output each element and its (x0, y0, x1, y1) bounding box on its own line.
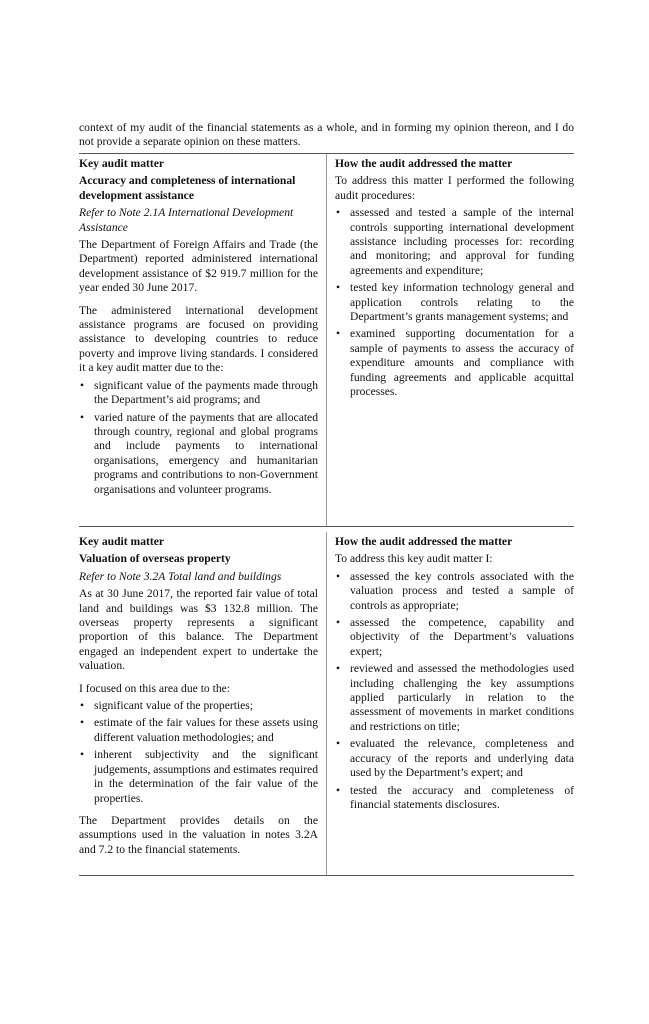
matter-bullet-list (79, 699, 318, 806)
list-item: • significant value of the payments made through the Department’s aid programs; and (79, 379, 318, 408)
key-audit-matter-column (79, 154, 327, 526)
matter-title: Valuation of overseas property (79, 552, 231, 566)
key-audit-matter-column (79, 532, 327, 875)
audit-response-column (327, 154, 574, 526)
procedure-bullet-list (335, 206, 574, 399)
intro-paragraph: context of my audit of the financial statements as a whole, and in forming my opinion thereon, and I do not provide a separate opinion on these matters. (79, 121, 574, 149)
key-audit-matter-table-2 (79, 532, 574, 876)
list-item: • assessed the competence, capability and objectivity of the Department’s valuations expert; (335, 616, 574, 659)
key-audit-matter-table-1 (79, 153, 574, 527)
procedure-bullet-list (335, 570, 574, 813)
matter-paragraph: The administered international development assistance programs are focused on providing assistance to developing countries to reduce poverty and improve living standards. I considered it a key audit matter due to the: (79, 303, 318, 375)
list-item: • significant value of the properties; (79, 699, 318, 713)
list-item: • varied nature of the payments that are allocated through country, regional and global programs and include payments to international organisations, emergency and humanitarian programs and contributions to non-Government organisations and volunteer programs. (79, 411, 318, 497)
list-item: • inherent subjectivity and the significant judgements, assumptions and estimates required in the determination of the fair value of the properties. (79, 748, 318, 806)
column-header: Key audit matter (79, 157, 165, 170)
list-item: • assessed and tested a sample of the internal controls supporting international development assistance including processes for: recording and monitoring; and approval for funding agreements and expenditure; (335, 206, 574, 278)
list-item: • evaluated the relevance, completeness and accuracy of the reports and underlying data used by the Department’s expert; and (335, 737, 574, 780)
list-item: • tested the accuracy and completeness of financial statements disclosures. (335, 784, 574, 813)
note-reference: Refer to Note 2.1A International Development Assistance (79, 206, 294, 234)
list-item: • estimate of the fair values for these assets using different valuation methodologies; and (79, 716, 318, 745)
note-reference: Refer to Note 3.2A Total land and buildings (79, 569, 282, 583)
matter-paragraph: The Department of Foreign Affairs and Trade (the Department) reported administered international development assistance of $2 919.7 million for the year ended 30 June 2017. (79, 238, 318, 295)
matter-bullet-list (79, 379, 318, 497)
matter-title: Accuracy and completeness of international development assistance (79, 174, 296, 202)
matter-paragraph: As at 30 June 2017, the reported fair value of total land and buildings was $3 132.8 million. The overseas property represents a significant proportion of this balance. The Department engaged an independent expert to undertake the valuation. (79, 587, 318, 673)
audit-response-column (327, 532, 574, 875)
matter-paragraph: I focused on this area due to the: (79, 681, 230, 695)
list-item: • examined supporting documentation for a sample of payments to assess the accuracy of expenditure amounts and compliance with funding agreements and applicable acquittal processes. (335, 327, 574, 399)
column-header: Key audit matter (79, 535, 165, 548)
list-item: • tested key information technology general and application controls relating to the Department’s grants management systems; and (335, 281, 574, 324)
list-item: • reviewed and assessed the methodologies used including challenging the key assumptions applied particularly in relation to the assessment of movements in market conditions and restrictions on title; (335, 662, 574, 734)
response-intro: To address this matter I performed the following audit procedures: (335, 174, 574, 202)
column-header: How the audit addressed the matter (335, 157, 513, 170)
column-header: How the audit addressed the matter (335, 535, 513, 548)
matter-paragraph: The Department provides details on the assumptions used in the valuation in notes 3.2A and 7.2 to the financial statements. (79, 813, 318, 856)
response-intro: To address this key audit matter I: (335, 552, 493, 566)
list-item: • assessed the key controls associated with the valuation process and tested a sample of controls as appropriate; (335, 570, 574, 613)
